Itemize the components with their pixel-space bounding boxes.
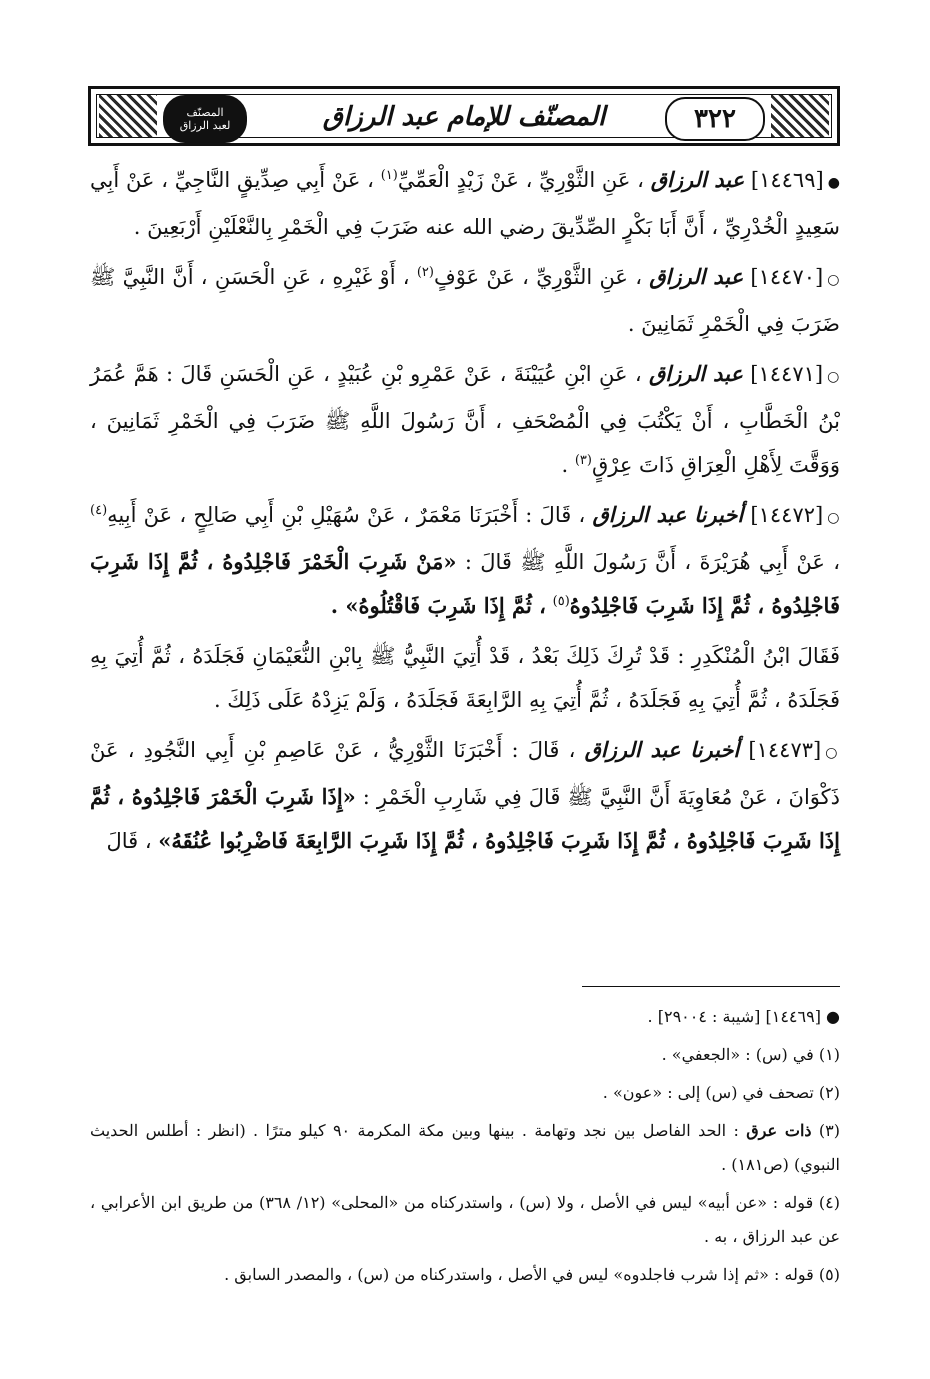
hadith-text: ، قَالَ : أَخْبَرَنَا الثَّوْرِيُّ ، عَنْ عَاصِمِ بْنِ أَبِي النَّجُودِ ، عَنْ ذَكْوَانَ ، عَنْ مُعَاوِيَةَ أَنَّ النَّبِيَّ ﷺ قَالَ فِي شَارِبِ الْخَمْرِ : [90, 738, 841, 809]
circle-marker: ○ [827, 369, 840, 385]
hadith-text: ، عَنِ ابْنِ عُيَيْنَةَ ، عَنْ عَمْرِو بْنِ عُبَيْدٍ ، عَنِ الْحَسَنِ قَالَ : هَمَّ عُمَرُ بْنُ الْخَطَّابِ ، أَنْ يَكْتُبَ فِي الْمُصْحَفِ ، أَنَّ رَسُولَ اللَّهِ ﷺ ضَرَبَ فِي الْخَمْرِ ثَمَانِينَ ، وَوَقَّتَ لِأَهْلِ الْعِرَاقِ ذَاتَ عِرْقٍ [90, 362, 840, 477]
hadith-number: [١٤٤٧٣] [748, 738, 822, 762]
bullet-marker: ● [827, 175, 840, 191]
hadith-14472 [90, 493, 840, 628]
page-header [88, 86, 840, 146]
hadith-number: [١٤٤٦٩] [750, 168, 824, 192]
footnotes [90, 1000, 840, 1296]
footnote-source [90, 1000, 840, 1034]
prophetic-quote: «إِذَا شَرِبَ الْخَمْرَ فَاجْلِدُوهُ ، ثُمَّ إِذَا شَرِبَ فَاجْلِدُوهُ ، ثُمَّ إِذَا شَرِبَ فَاجْلِدُوهُ ، ثُمَّ إِذَا شَرِبَ الرَّابِعَةَ فَاضْرِبُوا عُنُقَهُ» [90, 784, 840, 853]
footnote-label: (٣) [818, 1121, 841, 1140]
page-number: ٣٢٢ [665, 97, 765, 141]
hadith-text-cont: ، عَنْ أَبِي هُرَيْرَةَ ، أَنَّ رَسُولَ اللَّهِ ﷺ قَالَ : [464, 550, 840, 574]
hadith-14469 [90, 158, 840, 249]
footnote-ref[interactable]: (٤) [90, 503, 108, 518]
footnote-5 [90, 1258, 840, 1292]
hadith-text: ، عَنِ الثَّوْرِيِّ ، عَنْ عَوْفٍ [433, 265, 642, 289]
hadith-14470 [90, 255, 840, 346]
footnote-ref[interactable]: (٣) [574, 453, 592, 468]
footnote-label: (٤) [818, 1193, 841, 1212]
hadith-number: [١٤٤٧٢] [750, 503, 824, 527]
ornament-right-icon [771, 95, 829, 137]
hadith-14473 [90, 728, 840, 863]
narrator-name: أخبرنا عبد الرزاق [592, 502, 744, 527]
footnote-label: (٥) [818, 1265, 840, 1284]
hadith-number: [١٤٤٧١] [750, 362, 824, 386]
footnote-ref[interactable]: (٥) [552, 594, 570, 609]
footnote-label: (٢) [818, 1083, 840, 1102]
footnote-text: في (س) : «الجعفي» . [661, 1045, 814, 1064]
seal-line-2: لعبد الرزاق [179, 119, 231, 132]
footnote-text: تصحف في (س) إلى : «عون» . [602, 1083, 814, 1102]
footnote-divider [582, 986, 840, 987]
ornament-left-icon [99, 95, 157, 137]
narrator-name: عبد الرزاق [648, 361, 743, 386]
footnote-ref[interactable]: (١) [380, 168, 398, 183]
footnote-text: قوله : «عن أبيه» ليس في الأصل ، ولا (س) ، واستدركناه من «المحلى» (١٢/ ٣٦٨) من طريق ابن الأعرابي ، عن عبد الرزاق ، به . [90, 1193, 840, 1246]
running-title: المصنّف للإمام عبد الرزاق [322, 102, 606, 132]
hadith-text: ، عَنِ الثَّوْرِيِّ ، عَنْ زَيْدٍ الْعَمِّيِّ [397, 168, 644, 192]
footnote-term: ذات عرق [746, 1121, 812, 1140]
circle-marker: ○ [825, 745, 840, 761]
circle-marker: ○ [827, 510, 840, 526]
footnote-ref[interactable]: (٢) [416, 265, 434, 280]
footnote-text: : الحد الفاصل بين نجد وتهامة . بينها وبين مكة المكرمة ٩٠ كيلو مترًا . (انظر : أطلس الحديث النبوي) (ص١٨١) . [90, 1121, 840, 1174]
footnote-text: [١٤٤٦٩] [شيبة : ٢٩٠٠٤] . [647, 1007, 821, 1026]
hadith-number: [١٤٤٧٠] [750, 265, 824, 289]
footnote-1 [90, 1038, 840, 1072]
hadith-14471 [90, 352, 840, 487]
footnote-3 [90, 1114, 840, 1182]
hadith-text-cont: ، أَوْ غَيْرِهِ ، عَنِ الْحَسَنِ ، أَنَّ النَّبِيَّ ﷺ ضَرَبَ فِي الْخَمْرِ ثَمَانِينَ . [90, 265, 840, 336]
main-text [90, 158, 840, 869]
footnote-4 [90, 1186, 840, 1254]
narrator-name: عبد الرزاق [650, 167, 745, 192]
footnote-label: (١) [818, 1045, 840, 1064]
prophetic-quote-cont: ، ثُمَّ إِذَا شَرِبَ فَاقْتُلُوهُ» . [330, 593, 546, 618]
hadith-text: ، قَالَ : أَخْبَرَنَا مَعْمَرٌ ، عَنْ سُهَيْلِ بْنِ أَبِي صَالِحٍ ، عَنْ أَبِيهِ [107, 503, 586, 527]
footnote-text: قوله : «ثم إذا شرب فاجلدوه» ليس في الأصل ، واستدركناه من (س) ، والمصدر السابق . [224, 1265, 814, 1284]
book-seal-logo [163, 95, 247, 143]
narrator-name: أخبرنا عبد الرزاق [584, 737, 740, 762]
prophetic-quote: «مَنْ شَرِبَ الْخَمْرَ فَاجْلِدُوهُ ، ثُمَّ إِذَا شَرِبَ فَاجْلِدُوهُ ، ثُمَّ إِذَا شَرِبَ فَاجْلِدُوهُ [90, 549, 840, 618]
hadith-text-cont: . [561, 453, 569, 477]
circle-marker: ○ [827, 272, 841, 288]
commentary-text: فَقَالَ ابْنُ الْمُنْكَدِرِ : قَدْ تُرِكَ ذَلِكَ بَعْدُ ، قَدْ أُتِيَ النَّبِيُّ ﷺ بِابْنِ النُّعَيْمَانِ فَجَلَدَهُ ، ثُمَّ أُتِيَ بِهِ فَجَلَدَهُ ، ثُمَّ أُتِيَ بِهِ فَجَلَدَهُ ، ثُمَّ أُتِيَ بِهِ الرَّابِعَةَ فَجَلَدَهُ ، وَلَمْ يَزِدْهُ عَلَى ذَلِكَ . [90, 644, 840, 712]
commentary-paragraph [90, 634, 840, 722]
hadith-text-cont: ، عَنْ أَبِي صِدِّيقٍ النَّاجِيِّ ، عَنْ أَبِي سَعِيدٍ الْخُدْرِيِّ ، أَنَّ أَبَا بَكْرٍ الصِّدِّيقَ رضي الله عنه ضَرَبَ فِي الْخَمْرِ بِالنَّعْلَيْنِ أَرْبَعِينَ . [90, 168, 840, 239]
footnote-2 [90, 1076, 840, 1110]
narrator-name: عبد الرزاق [649, 264, 744, 289]
footnote-label: ● [826, 1007, 840, 1026]
seal-line-1: المصنّف [186, 106, 224, 119]
hadith-text-cont: ، قَالَ [106, 829, 152, 853]
